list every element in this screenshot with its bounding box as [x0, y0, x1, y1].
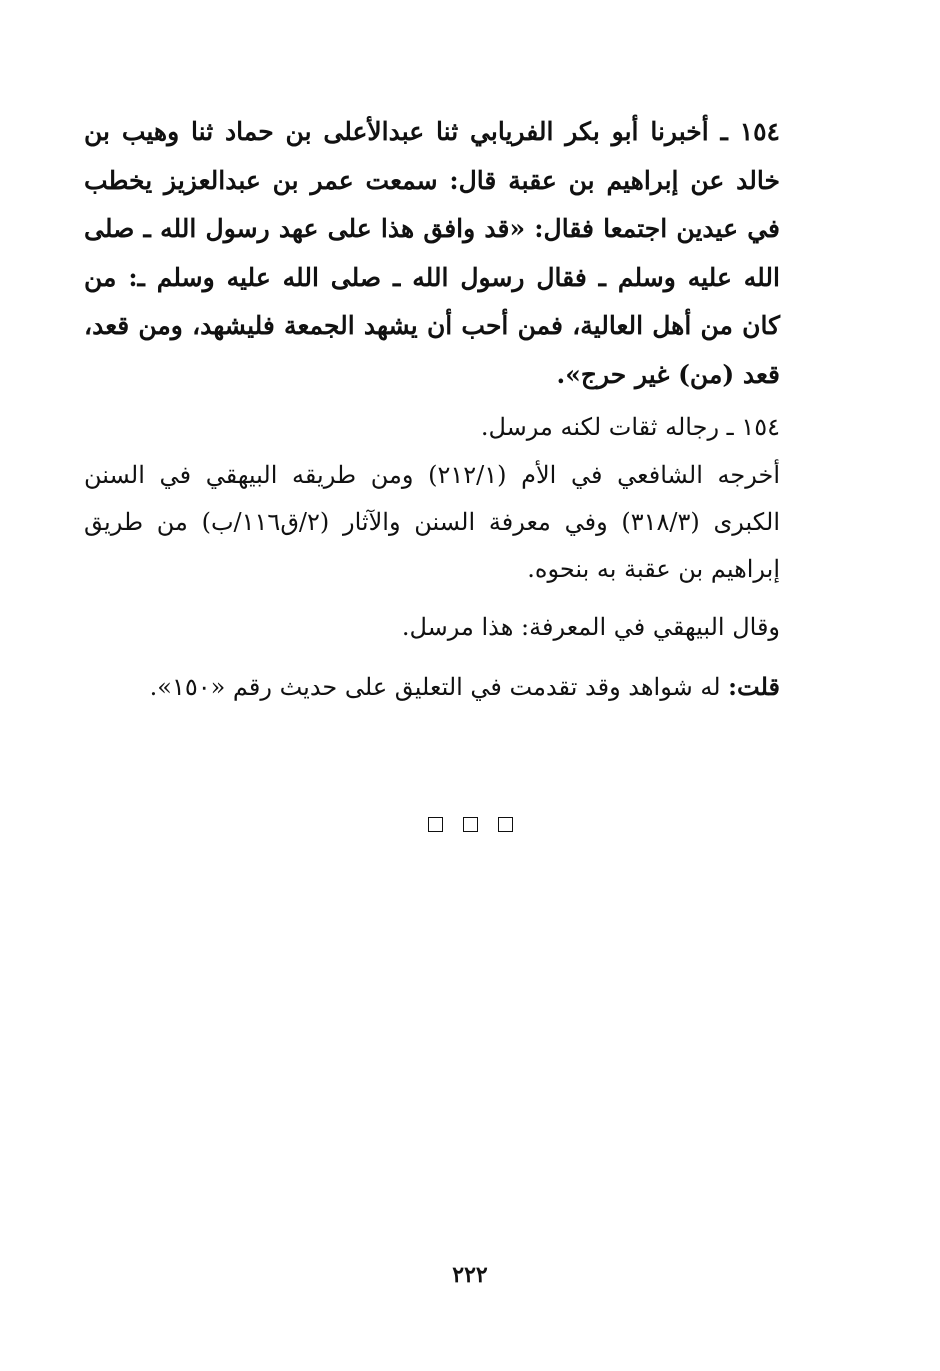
bayhaqi-note: وقال البيهقي في المعرفة: هذا مرسل.	[401, 613, 780, 641]
hadith-154-text: ١٥٤ ـ أخبرنا أبو بكر الفريابي ثنا عبدالأعلى بن حماد ثنا وهيب بن خالد عن إبراهيم بن عقبة قال: سمعت عمر بن عبدالعزيز يخطب في عيدين اجتمعا فقال: «قد وافق هذا على عهد رسول الله ـ صلى الله عليه وسلم ـ فقال رسول الله ـ صلى الله عليه وسلم ـ: من كان من أهل العالية، فمن أحب أن يشهد الجمعة فليشهد، ومن قعد، قعد (من) غير حرج».	[84, 117, 780, 389]
page-number: ٢٢٢	[452, 1262, 488, 1288]
hadith-154-takhrij: أخرجه الشافعي في الأم (٢١٢/١) ومن طريقه البيهقي في السنن الكبرى (٣١٨/٣) وفي معرفة السنن والآثار (٢/ق١١٦/ب) من طريق إبراهيم بن عقبة به بنحوه.	[84, 461, 780, 583]
square-icon	[428, 817, 443, 832]
hadith-154-grading: ١٥٤ ـ رجاله ثقات لكنه مرسل.	[480, 413, 780, 441]
square-icon	[498, 817, 513, 832]
section-separator	[0, 814, 940, 833]
qultu-paragraph	[84, 664, 854, 710]
square-icon	[463, 817, 478, 832]
qultu-label: قلت:	[728, 672, 780, 701]
qultu-text: له شواهد وقد تقدمت في التعليق على حديث رقم «١٥٠».	[149, 673, 729, 701]
